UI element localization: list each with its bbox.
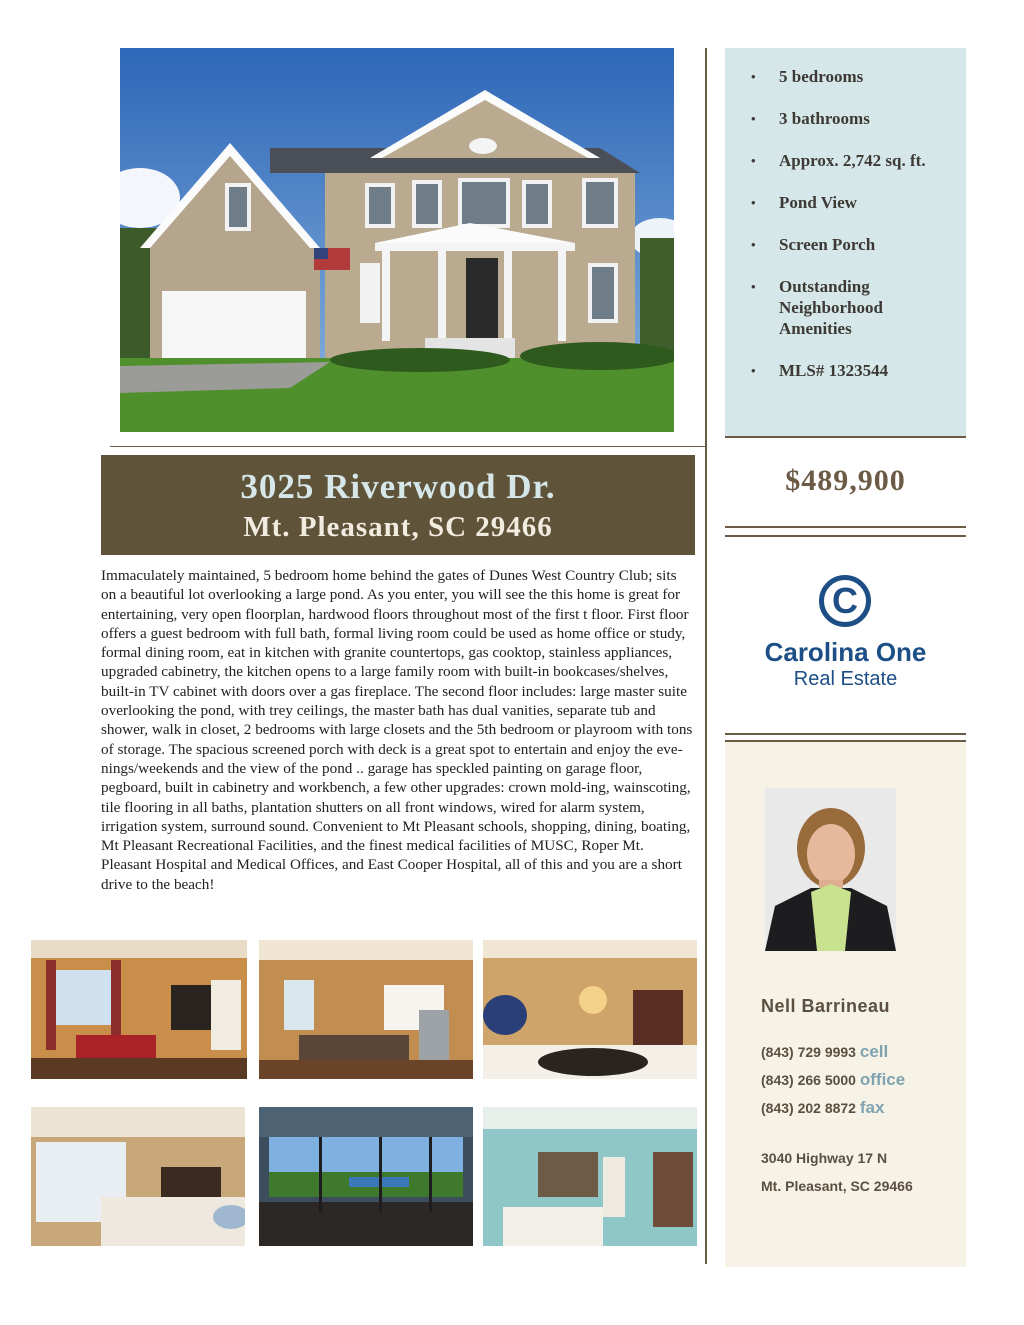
- street-address: 3025 Riverwood Dr.: [240, 467, 556, 506]
- city-state-zip: Mt. Pleasant, SC 29466: [243, 511, 553, 543]
- phone-fax: (843) 202 8872 fax: [761, 1098, 885, 1117]
- brand-logo: [725, 535, 966, 735]
- copyright-c-icon: C: [819, 575, 871, 627]
- kitchen-photo: [259, 940, 473, 1079]
- brand-subtitle: Real Estate: [793, 668, 898, 690]
- office-address-line2: Mt. Pleasant, SC 29466: [761, 1178, 913, 1194]
- feature-item: • Approx. 2,742 sq. ft.: [751, 151, 926, 170]
- features-panel: [725, 48, 966, 438]
- master-bedroom-photo: [31, 1107, 245, 1246]
- photo-divider: [110, 446, 706, 447]
- listing-description: Immaculately maintained, 5 bedroom home behind the gates of Dunes West Country Club; sits on a beautiful lot overlooking a large pond. As you enter, you will see the this home is great for entertaining, very open floorplan, hardwood floors throughout most of the first t floor. First floor offers a guest bedroom with full bath, formal living room could be used as home office or study, formal dining room, eat in kitchen with granite countertops, gas cooktop, stainless appliances, upgraded cabinetry, the kitchen opens to a large family room with built-in bookcases/shelves, built-in TV cabinet with doors over a gas fireplace. The second floor includes: large master suite overlooking the pond, with trey ceilings, the master bath has dual vanities, separate tub and shower, walk in closet, 2 bedrooms with large closets and the 5th bedroom or playroom with tons of storage. The spacious screened porch with deck is a great spot to entertain and enjoy the eve-nings/weekends and the view of the pond .. garage has speckled painting on garage floor, pegboard, built in cabinetry and workbench, a few other upgrades: crown mold-ing, wainscoting, tile flooring in all baths, plantation shutters on all front windows, wired for alarm system, irrigation system, surround sound. Convenient to Mt Pleasant schools, shopping, dining, boating, Mt Pleasant Recreational Facilities, and the finest medical facilities of MUSC, Roper Mt. Pleasant Hospital and Medical Offices, and East Cooper Hospital, all of this and you are a short drive to the beach!: [101, 567, 693, 893]
- dining-room-photo: [483, 940, 697, 1079]
- agent-panel: [725, 740, 966, 1267]
- master-bath-photo: [483, 1107, 697, 1246]
- phone-office: (843) 266 5000 office: [761, 1070, 906, 1089]
- feature-item: • 3 bathrooms: [751, 109, 870, 128]
- column-divider: [705, 48, 707, 1264]
- living-room-photo: [31, 940, 247, 1079]
- price: $489,900: [785, 464, 906, 497]
- brand-name: Carolina One: [764, 637, 927, 667]
- feature-item: • Outstanding Neighborhood Amenities: [751, 277, 883, 338]
- feature-item: • 5 bedrooms: [751, 67, 864, 86]
- feature-item-mls: • MLS# 1323544: [751, 361, 889, 380]
- agent-name: Nell Barrineau: [761, 996, 891, 1016]
- feature-item: • Screen Porch: [751, 235, 876, 254]
- phone-cell: (843) 729 9993 cell: [761, 1042, 889, 1061]
- house-exterior-photo: [120, 48, 674, 432]
- features-list: [725, 48, 966, 381]
- address-banner: [101, 455, 695, 555]
- price-panel: [725, 438, 966, 528]
- office-address-line1: 3040 Highway 17 N: [761, 1150, 888, 1166]
- screen-porch-photo: [259, 1107, 473, 1246]
- feature-item: • Pond View: [751, 193, 857, 212]
- agent-portrait: [765, 788, 896, 951]
